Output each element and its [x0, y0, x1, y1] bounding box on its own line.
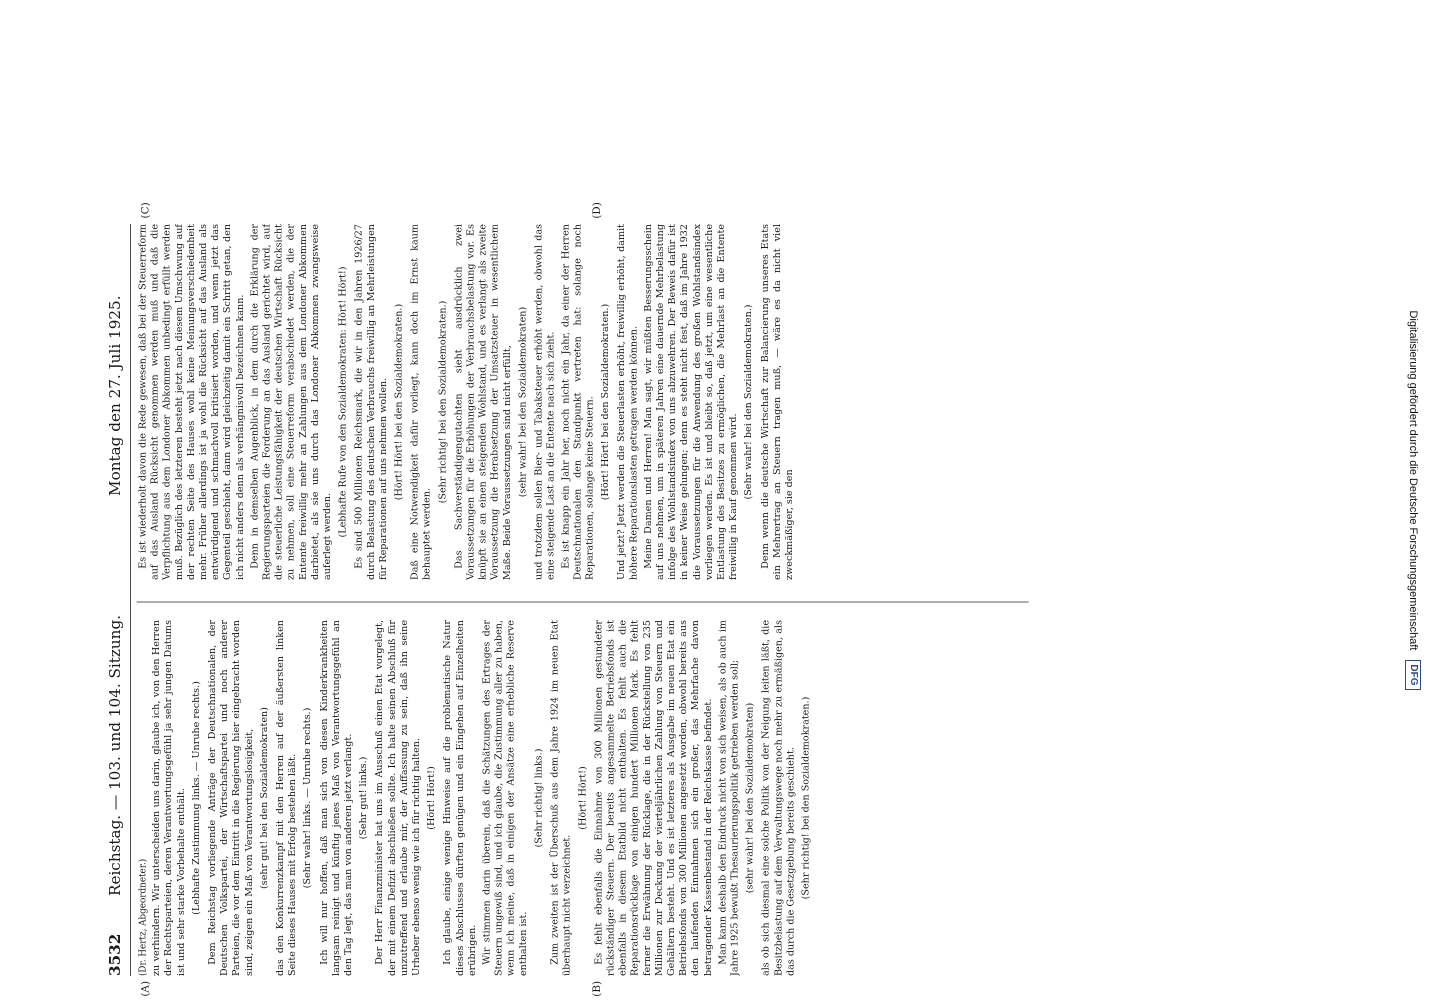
margin-marker-a: (A): [139, 980, 152, 997]
paragraph: Es fehlt ebenfalls die Einnahme von 300 Millionen gestundeter rückständiger Steuern. Der bereits angesammelte Betriebsfonds ist ebenfalls in diesem Etatbild nicht enthalten. Es fehlt auch die Reparationsrücklage von einigen hundert Millionen Mark. Es fehlt ferner die Erwähnung der Rücklage, die in der Rückstellung von 235 Millionen zur Deckung der vierteljährlichen Zahlung von Steuern und Gehältern besteht. Und es ist letzteres als Ausgabe im neuen Etat ein Betriebsfonds von 300 Millionen angesetzt worden, obwohl bereits aus den laufenden Einnahmen sich ein großer, das Mehrfache davon betragender Kassenbestand in der Reichskasse befindet.: [592, 620, 714, 976]
paragraph: Denn wenn die deutsche Wirtschaft zur Balancierung unseres Etats ein Mehrertrag an Steuern tragen muß, — wäre es da nicht viel zweckmäßiger, sie den: [758, 223, 795, 580]
header-date: Montag den 27. Juli 1925.: [106, 295, 124, 496]
dfg-logo: DFG: [1405, 660, 1421, 689]
paragraph: Dem Reichstag vorliegende Anträge der Deutschnationalen, der Deutschen Volkspartei, der Wirtschaftspartei und noch anderer Parteien, die vor dem Eintritt in die Regierung hier eingebracht worden sind, zeigen ein Maß von Verantwortungslosigkeit,: [206, 620, 254, 976]
interjection: (Hört! Hört! bei den Sozialdemokraten.): [392, 303, 404, 501]
paragraph: Zum zweiten ist der Überschuß aus dem Jahre 1924 im neuen Etat überhaupt nicht verzeichnet.: [548, 620, 573, 976]
digitization-credit: [1392, 0, 1434, 1000]
interjection: (sehr gut! bei den Sozialdemokraten): [258, 707, 270, 889]
column-divider: [137, 602, 1029, 603]
credit-text: Digitalisierung gefördert durch die Deutsche Forschungsgemeinschaft: [1407, 310, 1419, 651]
interjection: (sehr wahr! bei den Sozialdemokraten): [516, 306, 528, 498]
paragraph: Daß eine Notwendigkeit dafür vorliegt, kann doch im Ernst kaum behauptet werden.: [408, 223, 433, 580]
page-number: 3532: [106, 933, 124, 976]
margin-marker-b: (B): [591, 980, 603, 997]
paragraph: Denn in demselben Augenblick, in dem durch die Erklärung der Regierungsparteien die Forderung an das Ausland gerichtet wird, auf die steuerliche Leistungsfähigkeit der deutschen Wirtschaft Rücksicht zu nehmen, soll eine Steuerreform verabschiedet werden, die der Entente freiwillig mehr an Zahlungen aus dem Londoner Abkommen darbietet, als sie uns durch das Londoner Abkommen zwangsweise auferlegt werden.: [248, 223, 333, 580]
margin-marker-d: (D): [591, 202, 603, 219]
paragraph: zu verhindern. Wir unterscheiden uns darin, glaube ich, von den Herren der Rechtsparteien, deren Verantwortungsgefühl ja sehr jungen Datums ist und sehr starke Vorbehalte enthält.: [150, 620, 186, 976]
interjection: (Sehr gut! links.): [357, 756, 369, 840]
paragraph: Es ist wiederholt davon die Rede gewesen, daß bei der Steuerreform auf das Ausland Rücksicht genommen werden muß und daß die Verpflichtung aus dem Londoner Abkommen unbedingt erfüllt werden muß. Bezüglich des letzteren besteht jetzt nach diesem Umschwung auf der rechten Seite des Hauses wohl keine Meinungsverschiedenheit mehr. Früher allerdings ist ja wohl die Rücksicht auf das Ausland als entwürdigend und schmachvoll kritisiert worden, und wenn jetzt das Gegenteil geschieht, dann wird gleichzeitig damit ein Schritt getan, den ich nicht anders denn als verhängnisvoll bezeichnen kann.: [136, 223, 246, 580]
paragraph: Meine Damen und Herren! Man sagt, wir müßten Besserungsschein auf uns nehmen, um in späteren Jahren eine dauernde Mehrbelastung infolge des Wohlstandsindex von uns abzuwehren. Der Beweis dafür ist in keiner Weise gelungen; denn es steht nicht fest, daß im Jahre 1932 die Voraussetzungen für die Anwendung des großen Wohlstandsindex vorliegen werden. Es ist und bleibt so, daß jetzt, um eine wesentliche Entlastung des Besitzes zu ermöglichen, die Mehrlast an die Entente freiwillig in Kauf genommen wird.: [641, 223, 739, 580]
interjection: (Sehr richtig! bei den Sozialdemokraten.): [436, 300, 448, 504]
right-column: [137, 224, 1029, 580]
paragraph: Und jetzt? Jetzt werden die Steuerlasten erhöht, freiwillig erhöht, damit höhere Reparationslasten getragen werden können.: [615, 223, 639, 580]
interjection: (Hört! Hört! bei den Sozialdemokraten.): [599, 303, 611, 501]
header-title: Reichstag. — 103. und 104. Sitzung.: [106, 614, 124, 896]
interjection: (Hört! Hört!): [576, 766, 588, 830]
paragraph: Das Sachverständigengutachten sieht ausdrücklich zwei Voraussetzungen für die Erhöhungen der Verbrauchsbelastung vor. Es knüpft sie an einen steigenden Wohlstand, und es verlangt als zweite Voraussetzung die Herabsetzung der Umsatzsteuer in wesentlichem Maße. Beide Voraussetzungen sind nicht erfüllt,: [452, 223, 513, 580]
margin-marker-c: (C): [139, 202, 152, 219]
speaker-note: (Dr. Hertz, Abgeordneter.): [137, 858, 148, 976]
interjection: (Sehr richtig! links.): [532, 748, 544, 848]
paragraph: Man kann deshalb den Eindruck nicht von sich weisen, als ob auch im Jahre 1925 bewußt Thesaurierungspolitik getrieben werden soll;: [716, 620, 740, 976]
paragraph: Ich will nur hoffen, daß man sich von diesen Kinderkrankheiten langsam reinigt und künftig jenes Maß von Verantwortungsgefühl an den Tag legt, das man von anderen jetzt verlangt.: [317, 620, 354, 976]
paragraph: als ob sich diesmal eine solche Politik von der Neigung leiten läßt, die Besitzbelastung auf dem Verwaltungswege noch mehr zu ermäßigen, als das durch die Gesetzgebung bereits geschieht.: [760, 620, 796, 976]
paragraph: Es ist knapp ein Jahr her, noch nicht ein Jahr, da einer der Herren Deutschnationalen den Standpunkt vertreten hat: solange noch Reparationen, solange keine Steuern.: [559, 223, 595, 580]
left-column: [137, 620, 1029, 976]
paragraph: Der Herr Finanzminister hat uns im Ausschuß einen Etat vorgelegt, der mit einem Defizit abschließen sollte. Ich halte seinen Abschluß für unzutreffend und erlaube mir, der Auffassung zu sein, daß ihn seine Urheber ebenso wenig wie ich für richtig halten.: [373, 620, 422, 976]
running-header: [103, 224, 131, 976]
paragraph: und trotzdem sollen Bier- und Tabaksteuer erhöht werden, obwohl das eine steigende Last an die Entente nach sich zieht.: [532, 223, 557, 580]
interjection: (Sehr wahr! links. — Unruhe rechts.): [301, 707, 313, 889]
interjection: (Lebhafte Zustimmung links. — Unruhe rechts.): [190, 681, 202, 915]
interjection: (Lebhafte Rufe von den Sozialdemokraten: Hört! Hört!): [336, 266, 348, 538]
paragraph: Wir stimmen darin überein, daß die Schätzungen des Ertrages der Steuern ungewiß sind, und ich glaube, die Zustimmung aller zu haben, wenn ich meine, daß in einigen der Ansätze eine erhebliche Reserve enthalten ist.: [480, 620, 529, 976]
paragraph: Ich glaube, einige wenige Hinweise auf die problematische Natur dieses Abschlusses dürften genügen und ein Eingehen auf Einzelheiten erübrigen.: [441, 620, 478, 976]
paragraph: Es sind 500 Millionen Reichsmark, die wir in den Jahren 1926/27 durch Belastung des deutschen Verbrauchs freiwillig an Mehrleistungen für Reparationen auf uns nehmen wollen.: [352, 223, 389, 580]
scanned-page: [95, 200, 1095, 1000]
interjection: (Hört! Hört!): [425, 766, 437, 830]
interjection: (Sehr richtig! bei den Sozialdemokraten.): [799, 696, 811, 900]
interjection: (Sehr wahr! bei den Sozialdemokraten.): [742, 304, 754, 500]
interjection: (sehr wahr! bei den Sozialdemokraten): [743, 702, 756, 894]
paragraph: das den Konkurrenzkampf mit den Herren auf der äußersten linken Seite dieses Hauses mit Erfolg bestehen läßt.: [274, 620, 298, 976]
